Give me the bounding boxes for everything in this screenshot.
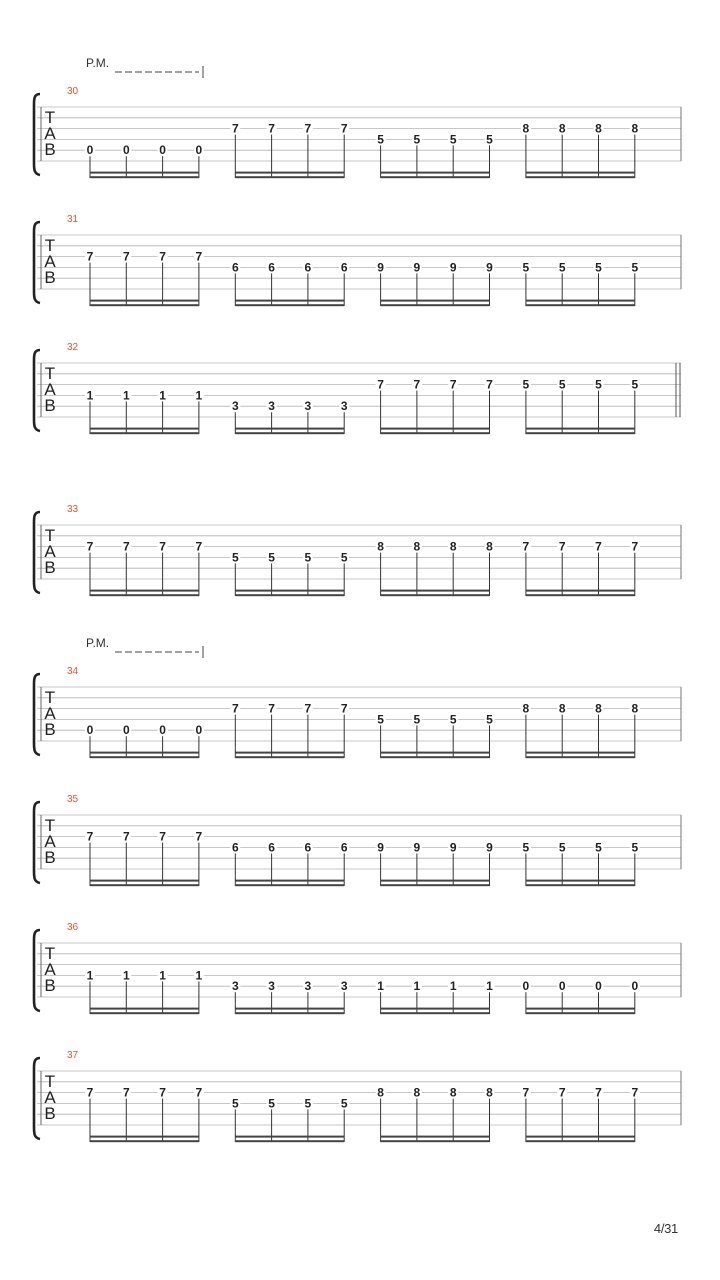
beam-secondary	[381, 752, 490, 754]
beam-primary	[526, 1012, 635, 1014]
measure-number: 33	[67, 504, 79, 515]
fret-number: 3	[231, 399, 239, 414]
beam-secondary	[90, 300, 199, 302]
beam-secondary	[526, 1008, 635, 1010]
fret-number: 0	[122, 143, 130, 158]
fret-number: 0	[595, 979, 602, 994]
fret-number: 8	[558, 121, 566, 136]
fret-number: 5	[449, 712, 457, 727]
beam-primary	[381, 884, 490, 886]
beam-primary	[235, 1140, 344, 1142]
beam-secondary	[90, 1136, 199, 1138]
palm-mute-label: P.M.	[86, 56, 110, 70]
fret-number: 8	[486, 539, 493, 554]
fret-number: 1	[86, 968, 94, 983]
tab-system-30	[34, 56, 681, 178]
beam-secondary	[381, 880, 490, 882]
palm-mute-label: P.M.	[86, 636, 110, 650]
fret-number: 7	[268, 121, 275, 136]
measure-number: 31	[67, 214, 79, 225]
tab-clef-t: T	[44, 944, 56, 963]
system-bracket	[34, 222, 40, 303]
beam-primary	[90, 304, 199, 306]
fret-number: 8	[413, 539, 421, 554]
measure-number: 32	[67, 342, 79, 353]
fret-number: 7	[449, 377, 457, 392]
tab-clef-t: T	[44, 526, 56, 545]
system-bracket	[34, 802, 40, 883]
tab-clef-t: T	[44, 236, 56, 255]
fret-number: 5	[595, 377, 602, 392]
beam-secondary	[526, 428, 635, 430]
fret-number: 8	[631, 701, 639, 716]
fret-number: 1	[122, 968, 130, 983]
tab-system-36	[34, 922, 681, 1014]
beam-primary	[526, 756, 635, 758]
tab-clef-a: A	[44, 124, 56, 143]
beam-secondary	[235, 1008, 344, 1010]
fret-number: 6	[340, 840, 348, 855]
fret-number: 8	[522, 121, 530, 136]
fret-number: 7	[268, 701, 275, 716]
fret-number: 5	[449, 132, 457, 147]
fret-number: 5	[377, 712, 384, 727]
fret-number: 5	[268, 1096, 275, 1111]
fret-number: 7	[159, 829, 166, 844]
fret-number: 7	[304, 121, 312, 136]
tab-clef-a: A	[44, 832, 56, 851]
tab-system-35	[34, 794, 681, 886]
tab-clef-b: B	[44, 558, 56, 577]
fret-number: 8	[377, 1085, 384, 1100]
system-bracket	[34, 512, 40, 593]
beam-secondary	[90, 880, 199, 882]
fret-number: 7	[340, 121, 348, 136]
fret-number: 5	[340, 550, 348, 565]
beam-primary	[381, 304, 490, 306]
fret-number: 1	[486, 979, 493, 994]
fret-number: 5	[231, 1096, 239, 1111]
fret-number: 0	[558, 979, 566, 994]
measure-number: 34	[67, 666, 79, 677]
tab-clef-b: B	[44, 976, 56, 995]
beam-primary	[526, 1140, 635, 1142]
measure-number: 30	[67, 86, 79, 97]
tab-clef-a: A	[44, 960, 56, 979]
fret-number: 7	[195, 249, 203, 264]
fret-number: 8	[522, 701, 530, 716]
fret-number: 1	[159, 388, 166, 403]
fret-number: 7	[377, 377, 384, 392]
fret-number: 5	[631, 260, 639, 275]
fret-number: 1	[377, 979, 384, 994]
beam-secondary	[381, 300, 490, 302]
tab-clef-a: A	[44, 380, 56, 399]
beam-primary	[381, 432, 490, 434]
fret-number: 9	[377, 260, 384, 275]
fret-number: 5	[631, 840, 639, 855]
beam-secondary	[235, 1136, 344, 1138]
fret-number: 7	[195, 539, 203, 554]
tab-clef-a: A	[44, 704, 56, 723]
fret-number: 3	[340, 979, 348, 994]
fret-number: 1	[195, 968, 203, 983]
fret-number: 3	[231, 979, 239, 994]
measure-number: 36	[67, 922, 79, 933]
beam-secondary	[381, 590, 490, 592]
fret-number: 6	[340, 260, 348, 275]
beam-secondary	[90, 428, 199, 430]
beam-secondary	[381, 172, 490, 174]
fret-number: 5	[377, 132, 384, 147]
system-bracket	[34, 930, 40, 1011]
beam-secondary	[90, 172, 199, 174]
fret-number: 8	[595, 121, 602, 136]
fret-number: 6	[231, 260, 239, 275]
tab-clef-t: T	[44, 816, 56, 835]
fret-number: 7	[159, 1085, 166, 1100]
tab-system-34	[34, 636, 681, 758]
tab-system-33	[34, 504, 681, 596]
fret-number: 7	[159, 249, 166, 264]
beam-primary	[235, 1012, 344, 1014]
fret-number: 5	[231, 550, 239, 565]
fret-number: 5	[522, 260, 530, 275]
fret-number: 6	[304, 260, 312, 275]
fret-number: 9	[413, 260, 421, 275]
tab-system-32	[34, 342, 681, 434]
fret-number: 7	[86, 539, 94, 554]
beam-primary	[90, 176, 199, 178]
beam-primary	[235, 594, 344, 596]
beam-secondary	[235, 172, 344, 174]
fret-number: 7	[159, 539, 166, 554]
beam-secondary	[526, 1136, 635, 1138]
fret-number: 6	[268, 840, 275, 855]
tab-clef-t: T	[44, 364, 56, 383]
beam-primary	[526, 594, 635, 596]
fret-number: 5	[522, 840, 530, 855]
fret-number: 3	[304, 399, 312, 414]
fret-number: 7	[486, 377, 493, 392]
system-bracket	[34, 94, 40, 175]
system-bracket	[34, 350, 40, 431]
tab-clef-a: A	[44, 252, 56, 271]
fret-number: 9	[486, 260, 493, 275]
tab-clef-a: A	[44, 542, 56, 561]
fret-number: 1	[159, 968, 166, 983]
fret-number: 0	[195, 143, 203, 158]
tab-clef-t: T	[44, 688, 56, 707]
beam-primary	[526, 176, 635, 178]
beam-secondary	[381, 428, 490, 430]
fret-number: 8	[449, 1085, 457, 1100]
fret-number: 7	[304, 701, 312, 716]
system-bracket	[34, 674, 40, 755]
fret-number: 7	[231, 701, 239, 716]
fret-number: 5	[486, 132, 493, 147]
fret-number: 9	[413, 840, 421, 855]
fret-number: 8	[558, 701, 566, 716]
tab-clef-t: T	[44, 1072, 56, 1091]
beam-secondary	[90, 1008, 199, 1010]
beam-primary	[90, 756, 199, 758]
beam-secondary	[526, 300, 635, 302]
beam-primary	[526, 432, 635, 434]
beam-primary	[381, 176, 490, 178]
fret-number: 7	[631, 539, 639, 554]
beam-secondary	[526, 752, 635, 754]
fret-number: 1	[449, 979, 457, 994]
beam-primary	[381, 594, 490, 596]
fret-number: 8	[595, 701, 602, 716]
fret-number: 8	[413, 1085, 421, 1100]
tab-system-31	[34, 214, 681, 306]
beam-primary	[90, 594, 199, 596]
beam-secondary	[235, 590, 344, 592]
fret-number: 8	[377, 539, 384, 554]
beam-secondary	[526, 590, 635, 592]
tab-clef-b: B	[44, 720, 56, 739]
beam-secondary	[90, 590, 199, 592]
fret-number: 7	[340, 701, 348, 716]
tab-clef-b: B	[44, 848, 56, 867]
fret-number: 7	[195, 1085, 203, 1100]
beam-primary	[235, 756, 344, 758]
fret-number: 7	[595, 539, 602, 554]
fret-number: 5	[304, 550, 312, 565]
fret-number: 1	[122, 388, 130, 403]
beam-primary	[235, 304, 344, 306]
beam-primary	[526, 304, 635, 306]
fret-number: 6	[231, 840, 239, 855]
beam-primary	[90, 884, 199, 886]
tab-clef-b: B	[44, 268, 56, 287]
beam-primary	[381, 756, 490, 758]
fret-number: 7	[631, 1085, 639, 1100]
beam-secondary	[381, 1008, 490, 1010]
beam-secondary	[235, 428, 344, 430]
fret-number: 3	[268, 399, 275, 414]
fret-number: 8	[449, 539, 457, 554]
beam-secondary	[235, 300, 344, 302]
beam-secondary	[526, 880, 635, 882]
fret-number: 5	[558, 840, 566, 855]
beam-secondary	[235, 752, 344, 754]
fret-number: 9	[377, 840, 384, 855]
beam-primary	[90, 1140, 199, 1142]
fret-number: 7	[595, 1085, 602, 1100]
tab-system-37	[34, 1050, 681, 1142]
beam-primary	[90, 432, 199, 434]
fret-number: 9	[486, 840, 493, 855]
fret-number: 6	[268, 260, 275, 275]
fret-number: 7	[231, 121, 239, 136]
fret-number: 5	[413, 712, 421, 727]
fret-number: 0	[86, 723, 94, 738]
fret-number: 0	[195, 723, 203, 738]
fret-number: 7	[522, 539, 530, 554]
fret-number: 5	[558, 377, 566, 392]
tab-clef-a: A	[44, 1088, 56, 1107]
fret-number: 1	[86, 388, 94, 403]
fret-number: 5	[268, 550, 275, 565]
tab-clef-t: T	[44, 108, 56, 127]
fret-number: 8	[631, 121, 639, 136]
fret-number: 5	[558, 260, 566, 275]
measure-number: 37	[67, 1050, 79, 1061]
beam-primary	[526, 884, 635, 886]
fret-number: 1	[195, 388, 203, 403]
fret-number: 0	[86, 143, 94, 158]
beam-primary	[235, 176, 344, 178]
tab-clef-b: B	[44, 1104, 56, 1123]
measure-number: 35	[67, 794, 79, 805]
fret-number: 3	[304, 979, 312, 994]
fret-number: 7	[558, 539, 566, 554]
beam-secondary	[235, 880, 344, 882]
fret-number: 7	[122, 539, 130, 554]
fret-number: 7	[558, 1085, 566, 1100]
fret-number: 7	[522, 1085, 530, 1100]
fret-number: 7	[86, 829, 94, 844]
beam-secondary	[526, 172, 635, 174]
fret-number: 9	[449, 840, 457, 855]
fret-number: 5	[595, 260, 602, 275]
tab-clef-b: B	[44, 140, 56, 159]
fret-number: 7	[413, 377, 421, 392]
fret-number: 0	[122, 723, 130, 738]
beam-primary	[235, 884, 344, 886]
beam-primary	[381, 1012, 490, 1014]
fret-number: 7	[122, 829, 130, 844]
tab-clef-b: B	[44, 396, 56, 415]
beam-primary	[90, 1012, 199, 1014]
fret-number: 5	[522, 377, 530, 392]
system-bracket	[34, 1058, 40, 1139]
fret-number: 7	[122, 1085, 130, 1100]
fret-number: 3	[340, 399, 348, 414]
beam-secondary	[381, 1136, 490, 1138]
fret-number: 0	[159, 143, 166, 158]
page-number: 4/31	[653, 1221, 678, 1236]
fret-number: 6	[304, 840, 312, 855]
fret-number: 3	[268, 979, 275, 994]
fret-number: 7	[86, 249, 94, 264]
fret-number: 5	[413, 132, 421, 147]
fret-number: 1	[413, 979, 421, 994]
fret-number: 0	[522, 979, 530, 994]
fret-number: 0	[631, 979, 639, 994]
fret-number: 7	[195, 829, 203, 844]
beam-secondary	[90, 752, 199, 754]
fret-number: 0	[159, 723, 166, 738]
fret-number: 5	[340, 1096, 348, 1111]
fret-number: 5	[486, 712, 493, 727]
fret-number: 5	[304, 1096, 312, 1111]
fret-number: 7	[122, 249, 130, 264]
fret-number: 8	[486, 1085, 493, 1100]
fret-number: 5	[595, 840, 602, 855]
fret-number: 9	[449, 260, 457, 275]
fret-number: 5	[631, 377, 639, 392]
beam-primary	[381, 1140, 490, 1142]
beam-primary	[235, 432, 344, 434]
fret-number: 7	[86, 1085, 94, 1100]
